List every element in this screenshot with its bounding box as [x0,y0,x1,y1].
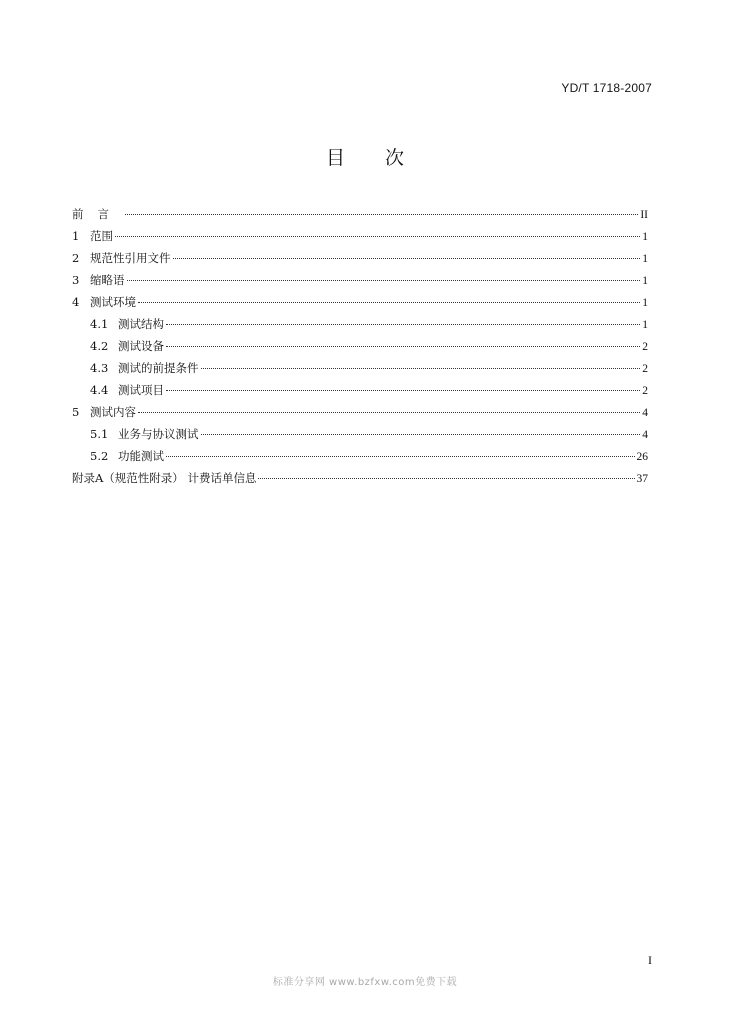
toc-entry-number: 5 [72,405,80,419]
toc-entry-abbreviations[interactable] [72,269,648,291]
toc-entry-scope[interactable] [72,225,648,247]
page-number: I [648,953,652,967]
toc-leader-dots [138,412,640,413]
toc-leader-dots [173,258,641,259]
toc-entry-number: 4 [72,295,80,309]
toc-page-number: 1 [642,253,648,265]
toc-leader-dots [166,324,640,325]
toc-page-number: 4 [642,407,648,419]
toc-entry-test-equipment[interactable] [72,335,648,357]
toc-page-number: 2 [642,363,648,375]
toc-page-number: 2 [642,341,648,353]
toc-entry-text: 测试项目 [118,383,164,397]
toc-entry-text: 业务与协议测试 [118,427,199,441]
watermark-text: 标准分享网 www.bzfxw.com免费下载 [272,977,458,988]
toc-page-number: 1 [642,297,648,309]
toc-leader-dots [125,214,638,215]
table-of-contents [72,203,648,489]
toc-entry-function-tests[interactable] [72,445,648,467]
toc-entry-text: 范围 [90,229,113,243]
toc-page-number: 1 [642,275,648,287]
toc-entry-number: 4.1 [90,317,109,331]
toc-entry-number: 4.2 [90,339,109,353]
toc-entry-text: 功能测试 [118,449,164,463]
toc-entry-test-preconditions[interactable] [72,357,648,379]
toc-entry-text: 测试的前提条件 [118,361,199,375]
toc-leader-dots [166,390,640,391]
toc-entry-text: 附录A（规范性附录） 计费话单信息 [72,471,257,485]
toc-leader-dots [166,456,635,457]
toc-entry-test-environment[interactable] [72,291,648,313]
toc-entry-text: 规范性引用文件 [90,251,171,265]
toc-entry-service-protocol-tests[interactable] [72,423,648,445]
toc-leader-dots [201,434,641,435]
toc-entry-test-structure[interactable] [72,313,648,335]
toc-entry-text: 测试环境 [90,295,136,309]
toc-entry-number: 1 [72,229,80,243]
toc-entry-number: 3 [72,273,80,287]
toc-page-number: 37 [636,473,648,485]
toc-leader-dots [138,302,640,303]
toc-entry-text: 测试结构 [118,317,164,331]
toc-page-number: 1 [642,231,648,243]
toc-entry-test-items[interactable] [72,379,648,401]
page-title: 目次 [325,147,444,169]
toc-entry-test-content[interactable] [72,401,648,423]
toc-entry-number: 5.2 [90,449,109,463]
toc-page-number: 4 [642,429,648,441]
toc-entry-text: 测试内容 [90,405,136,419]
toc-page-number: II [640,209,648,221]
toc-entry-appendix-a[interactable] [72,467,648,489]
toc-entry-text: 前言 [72,207,123,221]
toc-entry-number: 4.4 [90,383,109,397]
toc-entry-number: 5.1 [90,427,109,441]
document-code: YD/T 1718-2007 [561,81,652,95]
toc-entry-text: 测试设备 [118,339,164,353]
toc-entry-foreword[interactable] [72,203,648,225]
toc-page-number: 1 [642,319,648,331]
toc-entry-text: 缩略语 [90,273,125,287]
toc-entry-number: 4.3 [90,361,109,375]
toc-entry-number: 2 [72,251,80,265]
toc-page-number: 2 [642,385,648,397]
toc-leader-dots [201,368,641,369]
toc-leader-dots [115,236,640,237]
toc-leader-dots [166,346,640,347]
toc-leader-dots [127,280,641,281]
toc-entry-normative-references[interactable] [72,247,648,269]
toc-leader-dots [258,478,634,479]
toc-page-number: 26 [636,451,648,463]
